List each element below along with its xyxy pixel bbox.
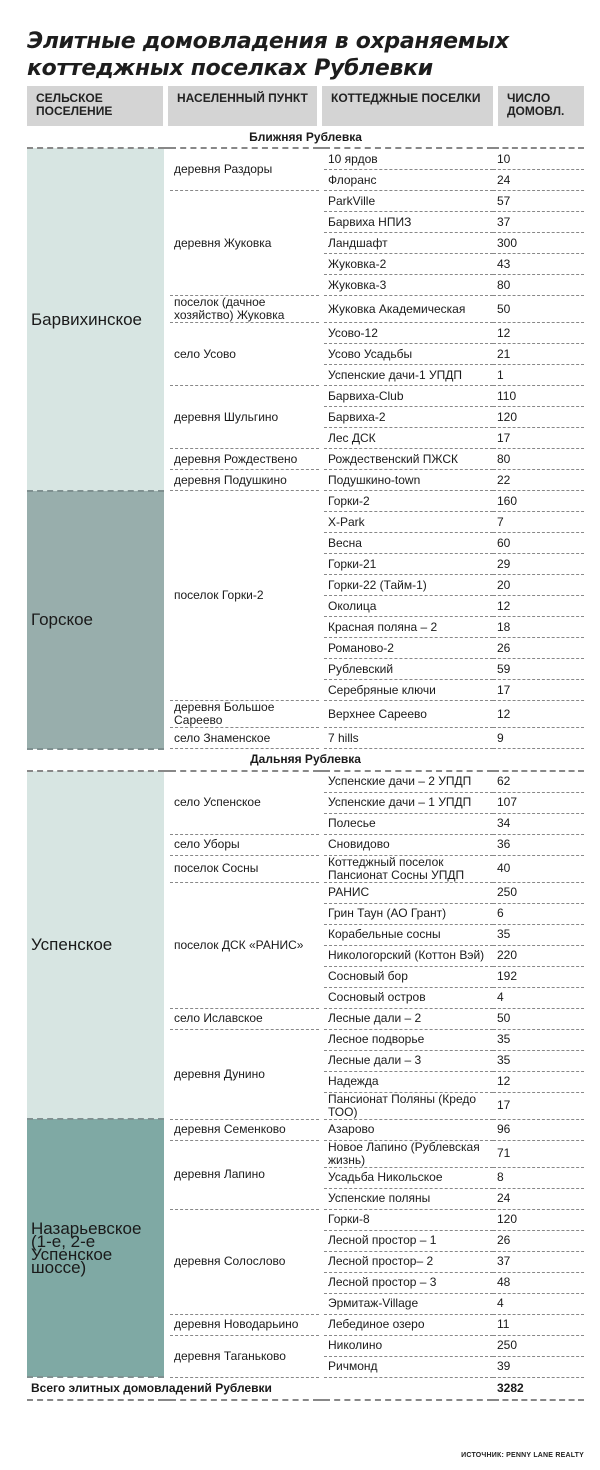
village-name: 7 hills xyxy=(324,728,493,749)
locality-name: деревня Большое Сареево xyxy=(170,701,319,728)
household-count: 50 xyxy=(493,296,584,323)
village-name: Успенские дачи-1 УПДП xyxy=(324,365,493,386)
village-name: Барвиха-2 xyxy=(324,407,493,428)
household-count: 37 xyxy=(493,212,584,233)
header-locality: НАСЕЛЕННЫЙ ПУНКТ xyxy=(168,86,317,126)
locality-name: деревня Подушкино xyxy=(170,470,319,491)
village-name: Рублевский xyxy=(324,659,493,680)
section-title: Дальняя Рублевка xyxy=(27,749,584,771)
village-name: Лес ДСК xyxy=(324,428,493,449)
household-count: 59 xyxy=(493,659,584,680)
household-count: 80 xyxy=(493,449,584,470)
locality-name: поселок ДСК «РАНИС» xyxy=(170,882,319,1008)
village-name: Сосновый остров xyxy=(324,987,493,1008)
village-name: Ландшафт xyxy=(324,233,493,254)
village-name: Лебединое озеро xyxy=(324,1314,493,1335)
household-count: 120 xyxy=(493,407,584,428)
total-label: Всего элитных домовладений Рублевки xyxy=(27,1377,493,1400)
household-count: 39 xyxy=(493,1356,584,1377)
household-count: 11 xyxy=(493,1314,584,1335)
locality-name: село Уборы xyxy=(170,834,319,855)
village-name: Красная поляна – 2 xyxy=(324,617,493,638)
village-name: Успенские поляны xyxy=(324,1188,493,1209)
household-count: 40 xyxy=(493,855,584,882)
village-name: Барвиха НПИЗ xyxy=(324,212,493,233)
household-count: 71 xyxy=(493,1140,584,1167)
locality-name: поселок (дачное хозяйство) Жуковка xyxy=(170,296,319,323)
village-name: Горки-8 xyxy=(324,1209,493,1230)
village-name: Горки-21 xyxy=(324,554,493,575)
locality-name: село Иславское xyxy=(170,1008,319,1029)
village-name: Лесной простор– 2 xyxy=(324,1251,493,1272)
household-count: 21 xyxy=(493,344,584,365)
village-name: Лесной простор – 1 xyxy=(324,1230,493,1251)
village-name: Рождественский ПЖСК xyxy=(324,449,493,470)
household-count: 8 xyxy=(493,1167,584,1188)
household-count: 60 xyxy=(493,533,584,554)
locality-name: поселок Горки-2 xyxy=(170,491,319,701)
locality-name: село Знаменское xyxy=(170,728,319,749)
table-row xyxy=(27,148,584,170)
table-row xyxy=(27,1119,584,1140)
village-name: Горки-2 xyxy=(324,491,493,512)
household-count: 57 xyxy=(493,191,584,212)
locality-name: деревня Семенково xyxy=(170,1119,319,1140)
household-count: 43 xyxy=(493,254,584,275)
village-name: Грин Таун (АО Грант) xyxy=(324,903,493,924)
village-name: Успенские дачи – 2 УПДП xyxy=(324,771,493,793)
header-settlement: СЕЛЬСКОЕ ПОСЕЛЕНИЕ xyxy=(27,86,163,126)
village-name: Усадьба Никольское xyxy=(324,1167,493,1188)
village-name: Азарово xyxy=(324,1119,493,1140)
household-count: 18 xyxy=(493,617,584,638)
household-count: 24 xyxy=(493,1188,584,1209)
household-count: 34 xyxy=(493,813,584,834)
household-count: 192 xyxy=(493,966,584,987)
locality-name: деревня Жуковка xyxy=(170,191,319,296)
household-count: 20 xyxy=(493,575,584,596)
household-count: 4 xyxy=(493,1293,584,1314)
header-count: ЧИСЛО ДОМОВЛ. xyxy=(498,86,584,126)
village-name: РАНИС xyxy=(324,882,493,903)
section-title: Ближняя Рублевка xyxy=(27,127,584,148)
household-count: 50 xyxy=(493,1008,584,1029)
household-count: 12 xyxy=(493,701,584,728)
header-villages: КОТТЕДЖНЫЕ ПОСЕЛКИ xyxy=(322,86,493,126)
village-name: Лесные дали – 2 xyxy=(324,1008,493,1029)
locality-name: деревня Новодарьино xyxy=(170,1314,319,1335)
household-count: 36 xyxy=(493,834,584,855)
village-name: Усово Усадьбы xyxy=(324,344,493,365)
village-name: Новое Лапино (Рублевская жизнь) xyxy=(324,1140,493,1167)
household-count: 35 xyxy=(493,1050,584,1071)
settlement-name: Назарьевское (1-е, 2-е Успенское шоссе) xyxy=(27,1119,164,1377)
household-count: 62 xyxy=(493,771,584,793)
village-name: Сновидово xyxy=(324,834,493,855)
village-name: Горки-22 (Тайм-1) xyxy=(324,575,493,596)
section-row xyxy=(27,127,584,148)
household-count: 10 xyxy=(493,148,584,170)
villages-table xyxy=(27,127,584,1401)
village-name: Эрмитаж-Village xyxy=(324,1293,493,1314)
household-count: 26 xyxy=(493,1230,584,1251)
village-name: Околица xyxy=(324,596,493,617)
household-count: 29 xyxy=(493,554,584,575)
village-name: Лесной простор – 3 xyxy=(324,1272,493,1293)
household-count: 26 xyxy=(493,638,584,659)
household-count: 22 xyxy=(493,470,584,491)
household-count: 4 xyxy=(493,987,584,1008)
household-count: 12 xyxy=(493,596,584,617)
village-name: Лесные дали – 3 xyxy=(324,1050,493,1071)
village-name: Ричмонд xyxy=(324,1356,493,1377)
locality-name: деревня Раздоры xyxy=(170,148,319,191)
locality-name: село Успенское xyxy=(170,771,319,835)
household-count: 80 xyxy=(493,275,584,296)
settlement-name: Горское xyxy=(27,491,164,749)
locality-name: деревня Солослово xyxy=(170,1209,319,1314)
village-name: Барвиха-Club xyxy=(324,386,493,407)
locality-name: деревня Таганьково xyxy=(170,1335,319,1377)
locality-name: поселок Сосны xyxy=(170,855,319,882)
household-count: 250 xyxy=(493,882,584,903)
section-row xyxy=(27,749,584,771)
household-count: 35 xyxy=(493,924,584,945)
total-value: 3282 xyxy=(493,1377,584,1400)
locality-name: деревня Рождествено xyxy=(170,449,319,470)
household-count: 107 xyxy=(493,792,584,813)
village-name: Коттеджный поселок Пансионат Сосны УПДП xyxy=(324,855,493,882)
locality-name: деревня Дунино xyxy=(170,1029,319,1119)
total-row xyxy=(27,1377,584,1400)
household-count: 220 xyxy=(493,945,584,966)
village-name: ParkVille xyxy=(324,191,493,212)
household-count: 6 xyxy=(493,903,584,924)
household-count: 17 xyxy=(493,428,584,449)
village-name: Надежда xyxy=(324,1071,493,1092)
household-count: 12 xyxy=(493,1071,584,1092)
household-count: 120 xyxy=(493,1209,584,1230)
household-count: 300 xyxy=(493,233,584,254)
household-count: 1 xyxy=(493,365,584,386)
village-name: Лесное подворье xyxy=(324,1029,493,1050)
household-count: 48 xyxy=(493,1272,584,1293)
village-name: Успенские дачи – 1 УПДП xyxy=(324,792,493,813)
village-name: Полесье xyxy=(324,813,493,834)
household-count: 9 xyxy=(493,728,584,749)
household-count: 12 xyxy=(493,323,584,344)
household-count: 110 xyxy=(493,386,584,407)
village-name: Романово-2 xyxy=(324,638,493,659)
settlement-name: Барвихинское xyxy=(27,148,164,491)
village-name: Флоранс xyxy=(324,170,493,191)
household-count: 24 xyxy=(493,170,584,191)
household-count: 37 xyxy=(493,1251,584,1272)
page-title: Элитные домовладения в охраняемых коттеджных поселках Рублевки xyxy=(27,29,509,81)
village-name: Николино xyxy=(324,1335,493,1356)
village-name: Жуковка-2 xyxy=(324,254,493,275)
source-note: ИСТОЧНИК: PENNY LANE REALTY xyxy=(461,1452,584,1459)
village-name: Серебряные ключи xyxy=(324,680,493,701)
village-name: Корабельные сосны xyxy=(324,924,493,945)
settlement-name: Успенское xyxy=(27,771,164,1120)
household-count: 35 xyxy=(493,1029,584,1050)
village-name: Сосновый бор xyxy=(324,966,493,987)
table-row xyxy=(27,491,584,512)
locality-name: село Усово xyxy=(170,323,319,386)
village-name: Подушкино-town xyxy=(324,470,493,491)
village-name: Жуковка Академическая xyxy=(324,296,493,323)
village-name: Жуковка-3 xyxy=(324,275,493,296)
household-count: 7 xyxy=(493,512,584,533)
village-name: Никологорский (Коттон Вэй) xyxy=(324,945,493,966)
table-row xyxy=(27,771,584,793)
household-count: 17 xyxy=(493,680,584,701)
village-name: Весна xyxy=(324,533,493,554)
household-count: 160 xyxy=(493,491,584,512)
village-name: Верхнее Сареево xyxy=(324,701,493,728)
village-name: X-Park xyxy=(324,512,493,533)
village-name: Пансионат Поляны (Кредо ТОО) xyxy=(324,1092,493,1119)
village-name: Усово-12 xyxy=(324,323,493,344)
village-name: 10 ярдов xyxy=(324,148,493,170)
household-count: 250 xyxy=(493,1335,584,1356)
locality-name: деревня Лапино xyxy=(170,1140,319,1209)
locality-name: деревня Шульгино xyxy=(170,386,319,449)
household-count: 96 xyxy=(493,1119,584,1140)
household-count: 17 xyxy=(493,1092,584,1119)
